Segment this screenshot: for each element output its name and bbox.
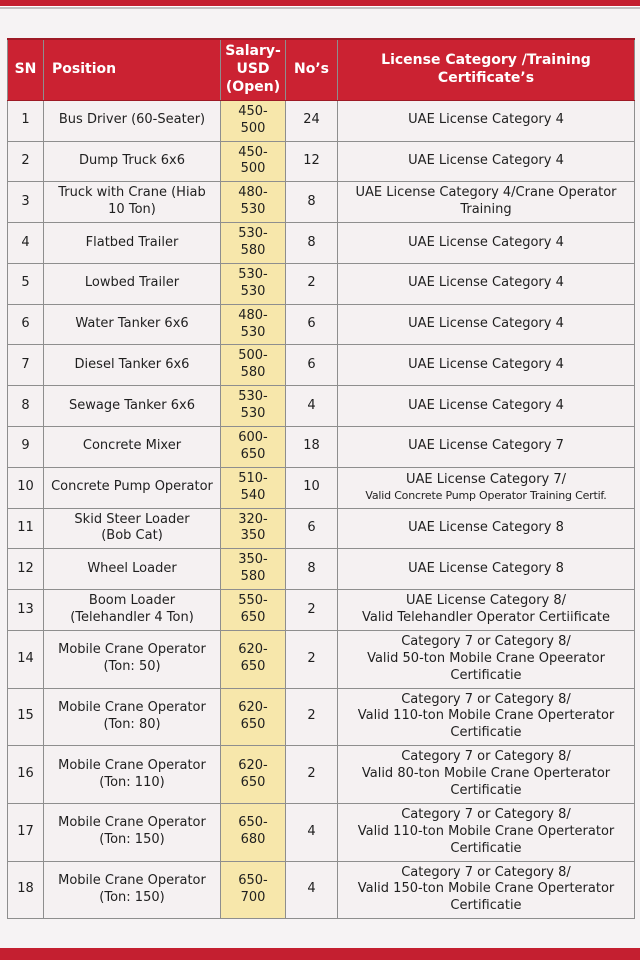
table-header-row: [8, 39, 635, 100]
license-cell: [338, 426, 635, 467]
position-cell: [44, 345, 221, 386]
jobs-table: [7, 38, 635, 919]
cell-line: Mobile Crane Operator: [58, 757, 206, 773]
cell-line: 650: [240, 659, 266, 675]
cell-line: 350-: [238, 552, 268, 568]
cell-line: 8: [307, 234, 316, 250]
cell-line: 8: [307, 193, 316, 209]
salary-cell: [221, 263, 286, 304]
cell-line: Category 7 or Category 8/: [401, 633, 571, 649]
cell-line: 1: [21, 112, 30, 128]
position-cell: [44, 549, 221, 590]
cell-line: 450-: [238, 144, 268, 160]
table-row: [8, 386, 635, 427]
cell-line: 650: [240, 716, 266, 732]
cell-line: 10: [17, 479, 34, 495]
cell-line: 8: [307, 560, 316, 576]
table-row: [8, 549, 635, 590]
table-row: [8, 688, 635, 746]
nos-cell: [286, 345, 338, 386]
table-row: [8, 141, 635, 182]
cell-line: Category 7 or Category 8/: [401, 691, 571, 707]
license-cell: [338, 630, 635, 688]
cell-line: 5: [21, 275, 30, 291]
sn-cell: [8, 861, 44, 919]
cell-line: 350: [240, 528, 266, 544]
col-header-nos: No’s: [286, 39, 338, 100]
position-cell: [44, 182, 221, 223]
cell-line: Diesel Tanker 6x6: [74, 356, 190, 372]
salary-cell: [221, 304, 286, 345]
cell-line: 480-: [238, 307, 268, 323]
cell-line: Concrete Mixer: [82, 438, 182, 454]
salary-cell: [221, 861, 286, 919]
salary-cell: [221, 223, 286, 264]
cell-line: 540: [240, 487, 266, 503]
cell-line: 620-: [238, 642, 268, 658]
cell-line: 12: [17, 560, 34, 576]
nos-cell: [286, 386, 338, 427]
salary-cell: [221, 590, 286, 631]
cell-line: Water Tanker 6x6: [75, 316, 189, 332]
table-row: [8, 263, 635, 304]
cell-line: 6: [307, 519, 316, 535]
position-cell: [44, 426, 221, 467]
cell-line: Valid Concrete Pump Operator Training Certif.: [365, 488, 607, 502]
cell-line: 10: [303, 479, 320, 495]
cell-line: Category 7 or Category 8/: [401, 749, 571, 765]
salary-cell: [221, 630, 286, 688]
cell-line: 620-: [238, 699, 268, 715]
license-cell: [338, 688, 635, 746]
nos-cell: [286, 746, 338, 804]
cell-line: UAE License Category 8: [408, 519, 564, 535]
position-cell: [44, 508, 221, 549]
cell-line: 500: [240, 161, 266, 177]
cell-line: 18: [303, 438, 320, 454]
table-row: [8, 304, 635, 345]
nos-cell: [286, 590, 338, 631]
cell-line: 650: [240, 446, 266, 462]
cell-line: 530: [240, 202, 266, 218]
nos-cell: [286, 304, 338, 345]
license-cell: [338, 746, 635, 804]
sn-cell: [8, 304, 44, 345]
cell-line: (Ton: 80): [103, 716, 161, 732]
salary-cell: [221, 549, 286, 590]
col-header-sn: SN: [8, 39, 44, 100]
nos-cell: [286, 426, 338, 467]
sn-cell: [8, 386, 44, 427]
position-cell: [44, 590, 221, 631]
cell-line: 580: [240, 365, 266, 381]
cell-line: 4: [307, 881, 316, 897]
position-cell: [44, 386, 221, 427]
cell-line: 530-: [238, 266, 268, 282]
position-cell: [44, 688, 221, 746]
cell-line: Certificatie: [450, 783, 522, 798]
license-cell: [338, 386, 635, 427]
nos-cell: [286, 688, 338, 746]
sn-cell: [8, 549, 44, 590]
bottom-accent-bar: [0, 948, 640, 960]
cell-line: Sewage Tanker 6x6: [68, 397, 195, 413]
cell-line: Valid 110-ton Mobile Crane Operterator: [357, 823, 615, 839]
cell-line: Flatbed Trailer: [85, 234, 179, 250]
cell-line: 2: [21, 152, 30, 168]
cell-line: 18: [17, 881, 34, 897]
sn-cell: [8, 223, 44, 264]
cell-line: 620-: [238, 757, 268, 773]
cell-line: 6: [21, 316, 30, 332]
salary-cell: [221, 100, 286, 141]
cell-line: 530: [240, 283, 266, 299]
cell-line: Mobile Crane Operator: [58, 873, 206, 888]
cell-line: 6: [307, 356, 316, 372]
cell-line: Valid 150-ton Mobile Crane Operterator: [357, 881, 615, 897]
nos-cell: [286, 803, 338, 861]
sn-cell: [8, 263, 44, 304]
sn-cell: [8, 590, 44, 631]
cell-line: 530: [240, 406, 266, 422]
cell-line: Category 7 or Category 8/: [401, 806, 571, 822]
cell-line: 530-: [238, 226, 268, 242]
cell-line: UAE License Category 4: [408, 112, 564, 128]
cell-line: UAE License Category 4: [408, 234, 564, 250]
cell-line: (Ton: 150): [99, 889, 165, 905]
license-cell: [338, 223, 635, 264]
license-cell: [338, 467, 635, 508]
cell-line: 2: [307, 650, 316, 666]
cell-line: 2: [307, 601, 316, 617]
cell-line: Certificatie: [450, 725, 522, 741]
license-cell: [338, 590, 635, 631]
cell-line: 4: [307, 823, 316, 839]
cell-line: UAE License Category 4: [408, 397, 564, 413]
col-header-license: License Category /Training Certificate’s: [338, 39, 635, 100]
salary-cell: [221, 345, 286, 386]
cell-line: 680: [240, 832, 266, 848]
table-row: [8, 746, 635, 804]
license-cell: [338, 803, 635, 861]
sn-cell: [8, 803, 44, 861]
cell-line: Valid Telehandler Operator Certiificate: [361, 609, 611, 625]
table-row: [8, 100, 635, 141]
license-cell: [338, 263, 635, 304]
cell-line: 500: [240, 120, 266, 136]
table-row: [8, 345, 635, 386]
position-cell: [44, 223, 221, 264]
sn-cell: [8, 746, 44, 804]
license-cell: [338, 549, 635, 590]
nos-cell: [286, 100, 338, 141]
sn-cell: [8, 688, 44, 746]
cell-line: Mobile Crane Operator: [58, 642, 206, 658]
position-cell: [44, 467, 221, 508]
cell-line: 700: [240, 889, 266, 905]
cell-line: 2: [307, 275, 316, 291]
salary-cell: [221, 688, 286, 746]
cell-line: 500-: [238, 348, 268, 364]
table-row: [8, 630, 635, 688]
salary-cell: [221, 508, 286, 549]
license-cell: [338, 182, 635, 223]
cell-line: 13: [17, 601, 34, 617]
top-accent-bar: [0, 0, 640, 7]
cell-line: 14: [17, 650, 34, 666]
cell-line: 12: [303, 152, 320, 168]
sn-cell: [8, 508, 44, 549]
col-header-position: Position: [44, 39, 221, 100]
cell-line: UAE License Category 4/Crane Operator: [355, 185, 617, 201]
cell-line: 16: [17, 766, 34, 782]
cell-line: Truck with Crane (Hiab: [58, 185, 206, 201]
sn-cell: [8, 630, 44, 688]
position-cell: [44, 263, 221, 304]
cell-line: UAE License Category 4: [408, 316, 564, 332]
sn-cell: [8, 467, 44, 508]
cell-line: 650-: [238, 815, 268, 831]
salary-cell: [221, 467, 286, 508]
cell-line: 480-: [238, 185, 268, 201]
nos-cell: [286, 182, 338, 223]
page-content: [0, 7, 640, 919]
cell-line: 650: [240, 609, 266, 625]
cell-line: 320-: [238, 511, 268, 527]
cell-line: UAE License Category 7/: [405, 472, 567, 488]
position-cell: [44, 630, 221, 688]
sn-cell: [8, 426, 44, 467]
cell-line: 4: [21, 234, 30, 250]
cell-line: 10 Ton): [108, 202, 156, 218]
cell-line: (Telehandler 4 Ton): [70, 609, 194, 625]
cell-line: 7: [21, 356, 30, 372]
salary-cell: [221, 746, 286, 804]
cell-line: Certificatie: [450, 840, 522, 856]
position-cell: [44, 746, 221, 804]
table-row: [8, 223, 635, 264]
nos-cell: [286, 630, 338, 688]
cell-line: Category 7 or Category 8/: [401, 864, 571, 880]
nos-cell: [286, 549, 338, 590]
cell-line: UAE License Category 8: [408, 560, 564, 576]
table-row: [8, 508, 635, 549]
cell-line: Mobile Crane Operator: [58, 815, 206, 831]
sn-cell: [8, 182, 44, 223]
cell-line: 2: [307, 766, 316, 782]
cell-line: 550-: [238, 593, 268, 609]
cell-line: 580: [240, 569, 266, 585]
cell-line: Dump Truck 6x6: [79, 152, 185, 168]
position-cell: [44, 141, 221, 182]
cell-line: 650: [240, 774, 266, 790]
sn-cell: [8, 141, 44, 182]
nos-cell: [286, 508, 338, 549]
table-row: [8, 467, 635, 508]
cell-line: 8: [21, 397, 30, 413]
license-cell: [338, 861, 635, 919]
position-cell: [44, 100, 221, 141]
cell-line: Bus Driver (60-Seater): [58, 112, 206, 128]
cell-line: Training: [460, 202, 512, 218]
license-cell: [338, 508, 635, 549]
cell-line: Concrete Pump Operator: [51, 479, 213, 495]
cell-line: Wheel Loader: [87, 560, 177, 576]
col-header-salary: Salary-USD (Open): [221, 39, 286, 100]
cell-line: 530: [240, 324, 266, 340]
cell-line: 580: [240, 242, 266, 258]
cell-line: Certificatie: [450, 898, 522, 914]
cell-line: 600-: [238, 429, 268, 445]
position-cell: [44, 803, 221, 861]
cell-line: (Bob Cat): [101, 528, 163, 544]
sn-cell: [8, 345, 44, 386]
cell-line: (Ton: 50): [103, 659, 161, 675]
cell-line: 15: [17, 708, 34, 724]
nos-cell: [286, 223, 338, 264]
cell-line: 11: [17, 519, 34, 535]
cell-line: 9: [21, 438, 30, 454]
cell-line: (Ton: 110): [99, 774, 165, 790]
nos-cell: [286, 263, 338, 304]
cell-line: Valid 110-ton Mobile Crane Operterator: [357, 708, 615, 724]
cell-line: UAE License Category 8/: [405, 593, 567, 609]
cell-line: UAE License Category 4: [408, 356, 564, 372]
sn-cell: [8, 100, 44, 141]
cell-line: UAE License Category 4: [408, 275, 564, 291]
cell-line: Lowbed Trailer: [84, 275, 180, 291]
cell-line: 4: [307, 397, 316, 413]
cell-line: 24: [303, 112, 320, 128]
table-row: [8, 803, 635, 861]
position-cell: [44, 304, 221, 345]
salary-cell: [221, 182, 286, 223]
nos-cell: [286, 861, 338, 919]
nos-cell: [286, 141, 338, 182]
cell-line: 510-: [238, 470, 268, 486]
salary-cell: [221, 426, 286, 467]
cell-line: 650-: [238, 873, 268, 888]
cell-line: (Ton: 150): [99, 832, 165, 848]
cell-line: Valid 80-ton Mobile Crane Operterator: [361, 766, 611, 782]
cell-line: UAE License Category 4: [408, 152, 564, 168]
cell-line: 2: [307, 708, 316, 724]
cell-line: Valid 50-ton Mobile Crane Opeerator: [367, 650, 605, 666]
table-row: [8, 426, 635, 467]
license-cell: [338, 141, 635, 182]
table-row: [8, 590, 635, 631]
cell-line: Skid Steer Loader: [74, 511, 190, 527]
salary-cell: [221, 386, 286, 427]
cell-line: 450-: [238, 103, 268, 119]
position-cell: [44, 861, 221, 919]
cell-line: 6: [307, 316, 316, 332]
cell-line: Mobile Crane Operator: [58, 699, 206, 715]
salary-cell: [221, 141, 286, 182]
license-cell: [338, 100, 635, 141]
cell-line: Boom Loader: [88, 593, 176, 609]
cell-line: UAE License Category 7: [408, 438, 564, 454]
license-cell: [338, 345, 635, 386]
table-row: [8, 182, 635, 223]
cell-line: 17: [17, 823, 34, 839]
cell-line: 3: [21, 193, 30, 209]
nos-cell: [286, 467, 338, 508]
license-cell: [338, 304, 635, 345]
cell-line: Certificatie: [450, 667, 522, 683]
salary-cell: [221, 803, 286, 861]
cell-line: 530-: [238, 389, 268, 405]
table-row: [8, 861, 635, 919]
